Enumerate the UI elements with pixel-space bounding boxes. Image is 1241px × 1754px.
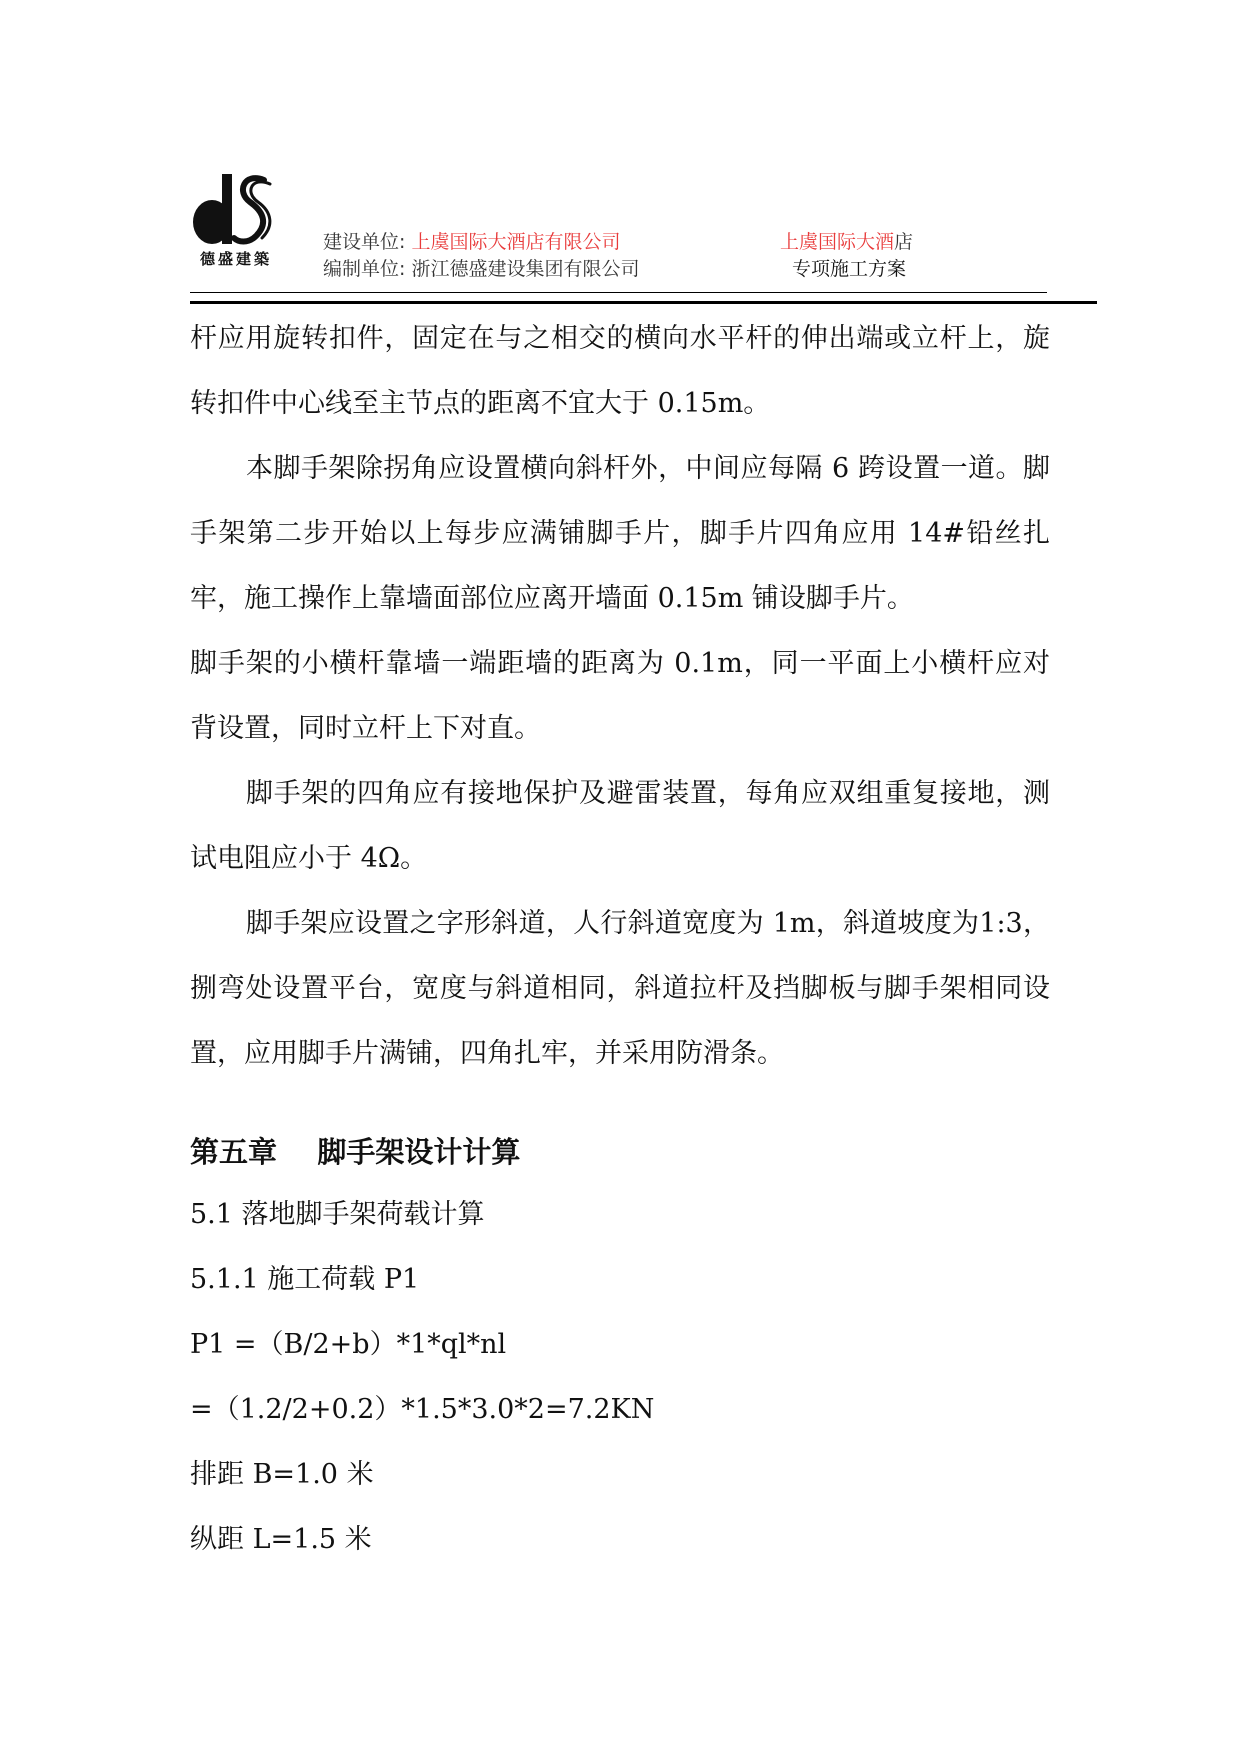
section-5-1: 5.1 落地脚手架荷载计算 — [190, 1199, 485, 1230]
chapter-title: 第五章 脚手架设计计算 — [190, 1135, 521, 1169]
company-logo — [186, 170, 286, 270]
document-body — [190, 306, 1050, 1572]
build-unit-name: 上虞国际大酒店有限公司 — [411, 231, 621, 253]
paragraph-1: 杆应用旋转扣件，固定在与之相交的横向水平杆的伸出端或立杆上，旋转扣件中心线至主节点的距离不宜大于 0.15m。 — [190, 323, 1050, 419]
formula-2: =（1.2/2+0.2）*1.5*3.0*2=7.2KN — [190, 1394, 655, 1425]
section-5-1-1: 5.1.1 施工荷载 P1 — [190, 1264, 420, 1295]
logo-caption: 德盛建築 — [199, 250, 272, 268]
compile-unit-label: 编制单位: — [323, 258, 406, 280]
paragraph-4: 脚手架的四角应有接地保护及避雷装置，每角应双组重复接地，测试电阻应小于 4Ω。 — [190, 778, 1050, 874]
col-spacing: 纵距 L=1.5 米 — [190, 1524, 372, 1555]
project-name-red: 上虞国际大酒 — [780, 231, 895, 253]
compile-unit-name: 浙江德盛建设集团有限公司 — [411, 258, 640, 280]
project-name-black: 店 — [894, 231, 914, 253]
formula-1: P1 =（B/2+b）*1*ql*nl — [190, 1329, 507, 1360]
row-spacing: 排距 B=1.0 米 — [190, 1459, 374, 1490]
project-name — [780, 230, 913, 254]
paragraph-5: 脚手架应设置之字形斜道，人行斜道宽度为 1m，斜道坡度为1:3，捌弯处设置平台，宽度与斜道相同，斜道拉杆及挡脚板与脚手架相同设置，应用脚手片满铺，四角扎牢，并采用防滑条。 — [190, 908, 1050, 1069]
paragraph-2: 本脚手架除拐角应设置横向斜杆外，中间应每隔 6 跨设置一道。脚手架第二步开始以上每步应满铺脚手片，脚手片四角应用 14#铅丝扎牢，施工操作上靠墙面部位应离开墙面 0.15m 铺设脚手片。 — [190, 453, 1050, 614]
doc-type: 专项施工方案 — [792, 258, 907, 280]
page-header — [0, 0, 1241, 310]
compile-unit-line — [323, 257, 639, 281]
header-rule-thin — [190, 292, 1047, 293]
paragraph-3: 脚手架的小横杆靠墙一端距墙的距离为 0.1m，同一平面上小横杆应对背设置，同时立杆上下对直。 — [190, 648, 1050, 744]
header-rule-thick — [190, 301, 1097, 304]
build-unit-label: 建设单位: — [323, 231, 406, 253]
build-unit-line — [323, 230, 620, 254]
ds-logo-icon — [186, 170, 286, 248]
